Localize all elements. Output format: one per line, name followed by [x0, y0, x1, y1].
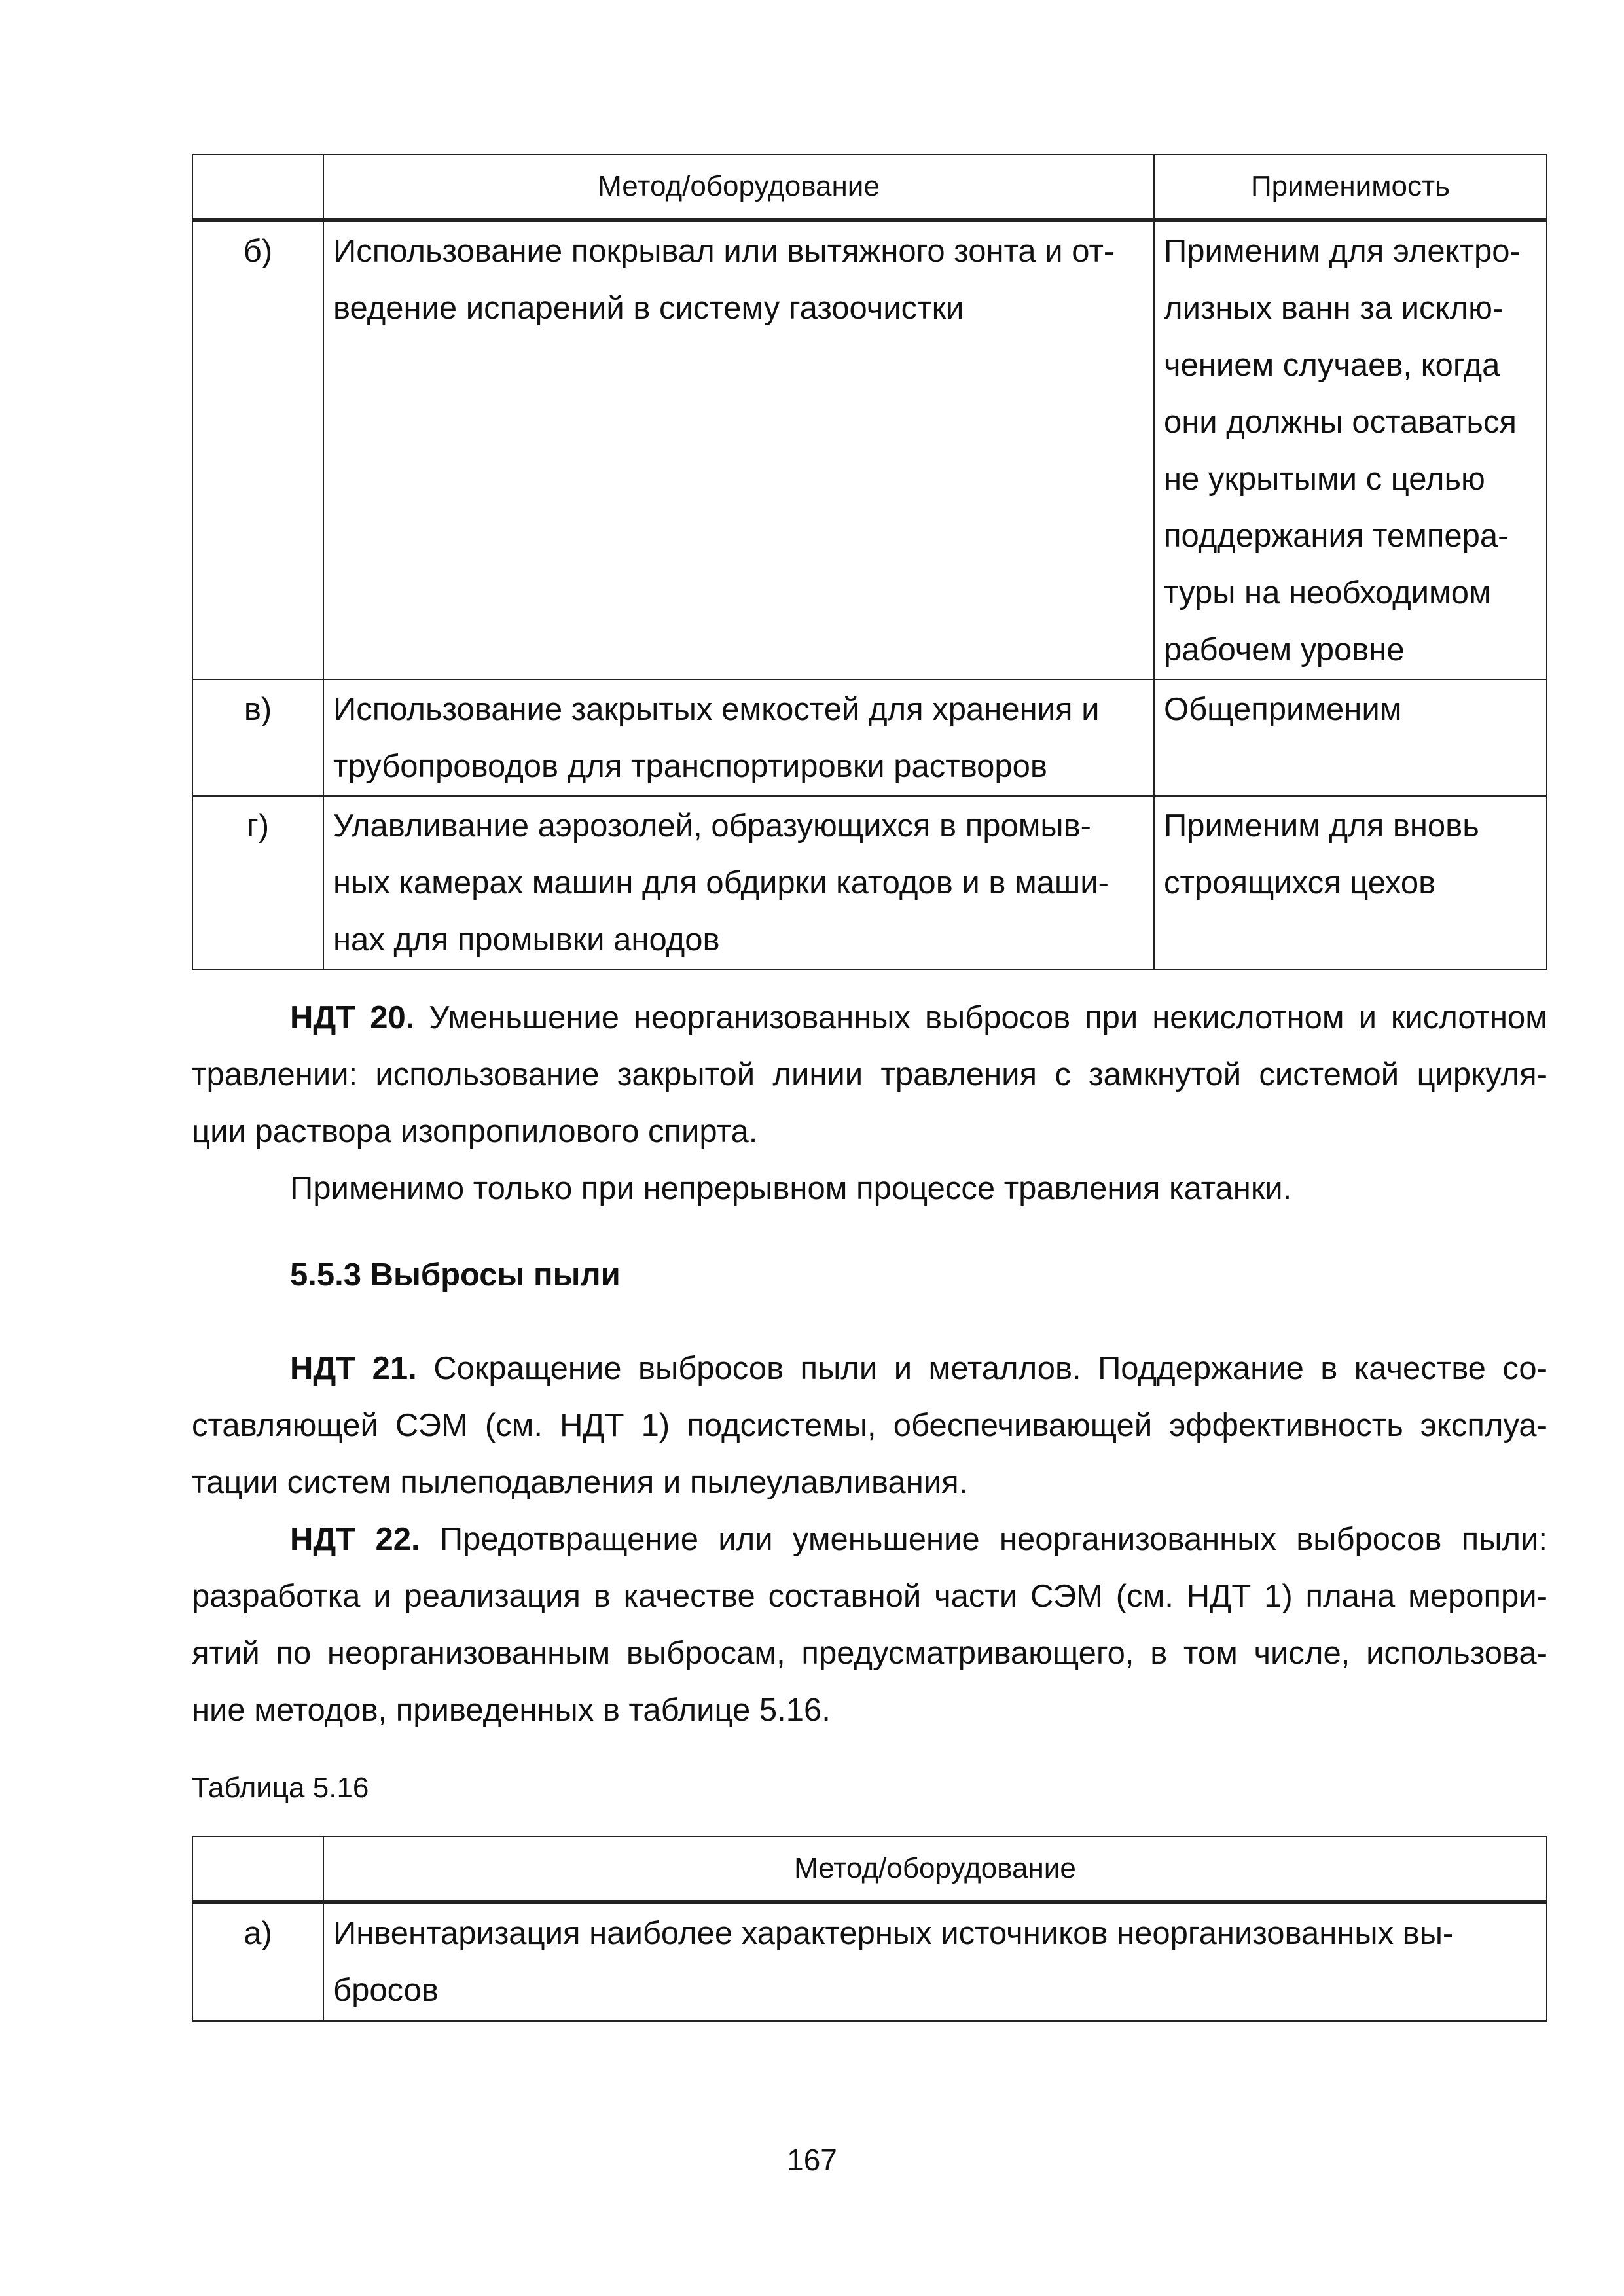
header-empty-cell [192, 154, 323, 220]
table-5-16 [192, 1836, 1547, 2022]
row-label: г) [246, 808, 270, 844]
ndt20-paragraph: НДТ 20. Уменьшение неорганизованных выбросов при некислотном и кислотном травлении: использование закрытой линии травления с замкнутой системой циркуля- ции раствора изопропилового спирта. Применимо только при непрерывном процессе травления катанки. [192, 990, 1547, 1217]
row-applicability: Общеприменим [1164, 692, 1402, 727]
row-method: Использование закрытых емкостей для хранения и трубопроводов для транспортировки растворов [333, 692, 1100, 784]
row-method: Улавливание аэрозолей, образующихся в промыв- ных камерах машин для обдирки катодов и в маши- нах для промывки анодов [333, 808, 1109, 958]
table-row [192, 1902, 1547, 2021]
table-caption: Таблица 5.16 [192, 1772, 369, 1804]
ndt20-label: НДТ 20. [290, 1000, 415, 1035]
header-applicability: Применимость [1154, 154, 1547, 220]
ndt20-note: Применимо только при непрерывном процессе травления катанки. [290, 1171, 1292, 1206]
table-header-row [192, 1837, 1547, 1902]
section-heading: 5.5.3 Выбросы пыли [290, 1257, 621, 1293]
row-label: б) [243, 234, 273, 269]
page-number: 167 [787, 2143, 837, 2177]
table-header-row [192, 154, 1547, 220]
row-method: Инвентаризация наиболее характерных источников неорганизованных вы- бросов [333, 1916, 1454, 2008]
header-method: Метод/оборудование [323, 154, 1154, 220]
ndt21-label: НДТ 21. [290, 1351, 417, 1386]
row-applicability: Применим для вновь строящихся цехов [1164, 808, 1479, 901]
table-row [192, 796, 1547, 969]
ndt22-paragraph: НДТ 22. Предотвращение или уменьшение неорганизованных выбросов пыли: разработка и реализация в качестве составной части СЭМ (см. НДТ 1) плана меропри- ятий по неорганизованным выбросам, предусматривающего, в том числе, использова- ние методов, приведенных в таблице 5.16. [192, 1522, 1547, 1728]
ndt22-label: НДТ 22. [290, 1522, 420, 1557]
ndt21-paragraph: НДТ 21. Сокращение выбросов пыли и металлов. Поддержание в качестве со- ставляющей СЭМ (см. НДТ 1) подсистемы, обеспечивающей эффективность эксплуа- тации систем пылеподавления и пылеулавливания. [192, 1351, 1547, 1500]
methods-table-continued [192, 154, 1547, 970]
header-empty-cell [192, 1837, 323, 1902]
row-label: в) [244, 692, 272, 727]
row-label: а) [244, 1916, 272, 1951]
table-row [192, 220, 1547, 679]
row-applicability: Применим для электро- лизных ванн за исклю- чением случаев, когда они должны оставаться не укрытыми с целью поддержания темпера- туры на необходимом рабочем уровне [1164, 234, 1521, 668]
header-method: Метод/оборудование [323, 1837, 1547, 1902]
row-method: Использование покрывал или вытяжного зонта и от- ведение испарений в систему газоочистки [333, 234, 1115, 326]
table-row [192, 679, 1547, 796]
